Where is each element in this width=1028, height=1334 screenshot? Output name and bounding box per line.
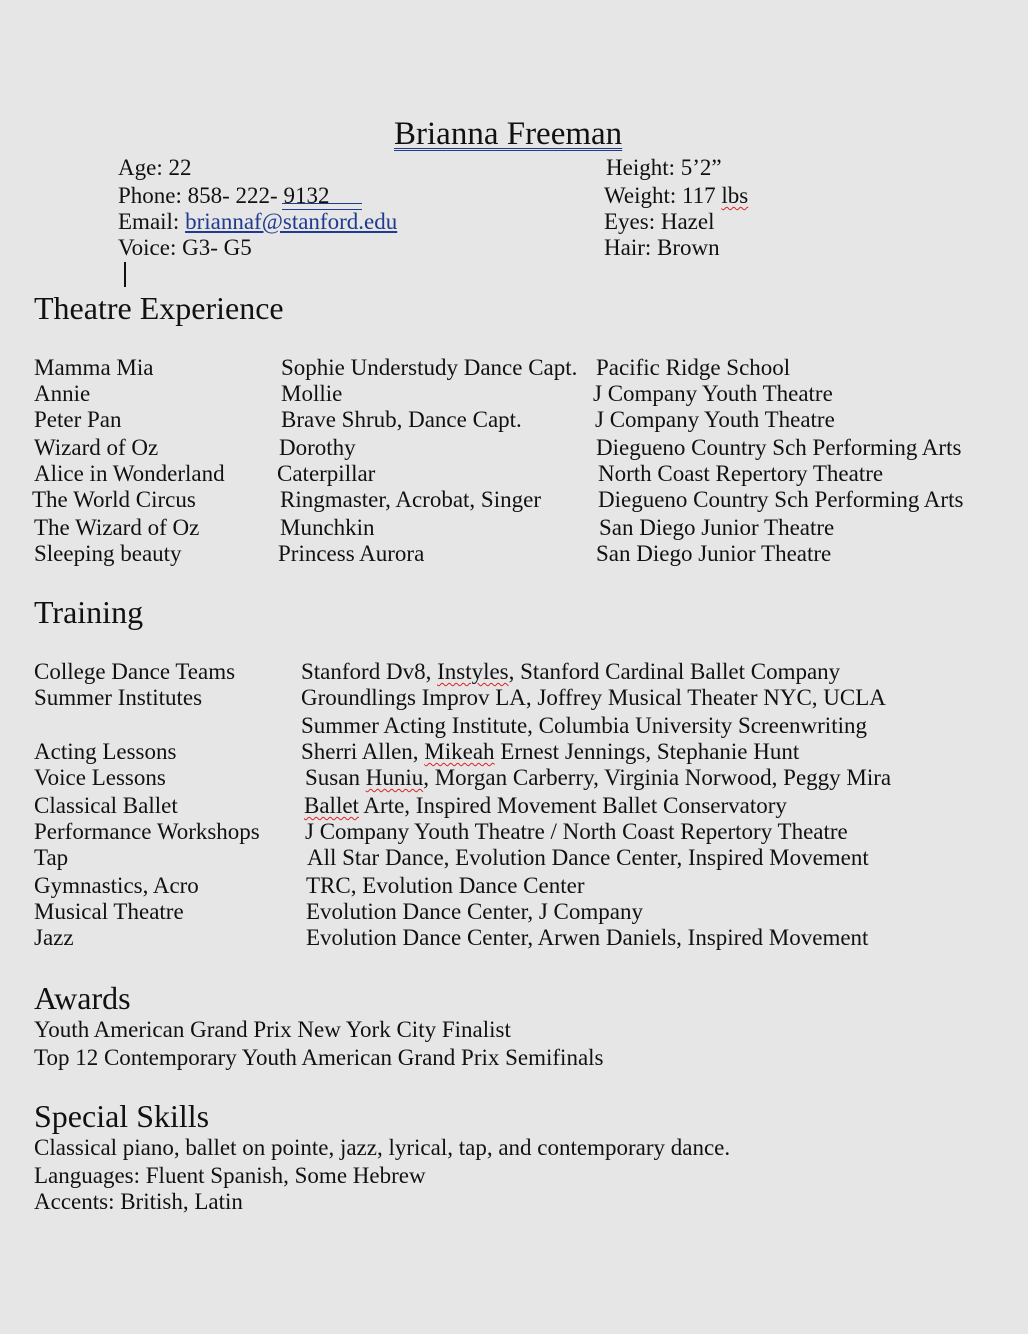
- show: Mamma Mia: [34, 355, 154, 380]
- role: Princess Aurora: [278, 541, 425, 566]
- show: Peter Pan: [34, 407, 122, 432]
- training-value: Evolution Dance Center, J Company: [306, 899, 643, 924]
- text-cursor: [124, 262, 126, 287]
- skills-heading: Special Skills: [34, 1098, 210, 1134]
- role: Brave Shrub, Dance Capt.: [281, 407, 522, 432]
- email-link[interactable]: briannaf@stanford.edu: [185, 209, 398, 234]
- show: The World Circus: [32, 487, 196, 512]
- training-label: Voice Lessons: [34, 765, 166, 790]
- training-value: Groundlings Improv LA, Joffrey Musical Theater NYC, UCLA: [301, 685, 886, 710]
- table-row: [0, 382, 1028, 410]
- hair: Hair: Brown: [604, 235, 720, 260]
- award-item: Top 12 Contemporary Youth American Grand Prix Semifinals: [34, 1045, 604, 1070]
- show: Annie: [34, 381, 91, 406]
- training-label: College Dance Teams: [34, 659, 236, 684]
- venue: San Diego Junior Theatre: [599, 515, 835, 540]
- training-label: Gymnastics, Acro: [34, 873, 199, 898]
- misspelled-word: Instyles: [437, 659, 509, 684]
- misspelled-word: Ballet: [304, 793, 359, 818]
- email: [118, 210, 397, 233]
- weight-unit: lbs: [721, 183, 749, 208]
- misspelled-word: Huniu: [365, 765, 424, 790]
- table-row: [0, 462, 1028, 490]
- weight-prefix: Weight: 117: [604, 183, 722, 208]
- training-value: [304, 794, 787, 817]
- role: Ringmaster, Acrobat, Singer: [280, 487, 541, 512]
- resume-name: Brianna Freeman: [394, 116, 623, 152]
- show: The Wizard of Oz: [34, 515, 200, 540]
- text-segment: , Stanford Cardinal Ballet Company: [508, 659, 841, 684]
- training-value: [301, 660, 840, 683]
- venue: North Coast Repertory Theatre: [598, 461, 884, 486]
- age: Age: 22: [118, 155, 192, 180]
- theatre-heading: Theatre Experience: [34, 290, 284, 326]
- skill-item: Classical piano, ballet on pointe, jazz, lyrical, tap, and contemporary dance.: [34, 1135, 731, 1160]
- text-segment: Arte, Inspired Movement Ballet Conservatory: [358, 793, 787, 818]
- phone-suffix: 9132: [283, 183, 330, 208]
- height: Height: 5’2”: [606, 155, 722, 180]
- weight: [604, 184, 748, 207]
- training-label: Jazz: [34, 925, 74, 950]
- text-segment: Stanford Dv8,: [301, 659, 438, 684]
- training-value: [301, 740, 799, 763]
- table-row: [0, 516, 1028, 544]
- training-label: Summer Institutes: [34, 685, 203, 710]
- award-item: Youth American Grand Prix New York City Finalist: [34, 1017, 511, 1042]
- training-value: TRC, Evolution Dance Center: [306, 873, 585, 898]
- training-label: Tap: [34, 845, 69, 870]
- role: Sophie Understudy Dance Capt.: [281, 355, 578, 380]
- venue: San Diego Junior Theatre: [596, 541, 832, 566]
- training-label: Classical Ballet: [34, 793, 178, 818]
- role: Dorothy: [279, 435, 356, 460]
- training-label: Musical Theatre: [34, 899, 184, 924]
- text-segment: , Morgan Carberry, Virginia Norwood, Peggy Mira: [423, 765, 892, 790]
- training-value: Evolution Dance Center, Arwen Daniels, Inspired Movement: [306, 925, 869, 950]
- text-segment: Ernest Jennings, Stephanie Hunt: [494, 739, 800, 764]
- training-value: [305, 766, 891, 789]
- show: Alice in Wonderland: [34, 461, 225, 486]
- role: Mollie: [281, 381, 343, 406]
- venue: Diegueno Country Sch Performing Arts: [598, 487, 964, 512]
- eyes: Eyes: Hazel: [604, 209, 715, 234]
- training-value: J Company Youth Theatre / North Coast Repertory Theatre: [305, 819, 848, 844]
- table-row: [0, 356, 1028, 384]
- show: Sleeping beauty: [34, 541, 182, 566]
- training-label: Performance Workshops: [34, 819, 260, 844]
- skill-item: Accents: British, Latin: [34, 1189, 243, 1214]
- role: Munchkin: [280, 515, 375, 540]
- show: Wizard of Oz: [34, 435, 159, 460]
- venue: Diegueno Country Sch Performing Arts: [596, 435, 962, 460]
- text-segment: Susan: [305, 765, 366, 790]
- table-row: [0, 436, 1028, 464]
- training-heading: Training: [34, 594, 144, 630]
- awards-heading: Awards: [34, 980, 131, 1016]
- phone-prefix: Phone: 858- 222-: [118, 183, 284, 208]
- venue: J Company Youth Theatre: [595, 407, 835, 432]
- misspelled-word: Mikeah: [424, 739, 495, 764]
- training-value: Summer Acting Institute, Columbia University Screenwriting: [301, 713, 867, 738]
- venue: Pacific Ridge School: [596, 355, 791, 380]
- voice-range: Voice: G3- G5: [118, 235, 252, 260]
- table-row: [0, 542, 1028, 570]
- table-row: [0, 408, 1028, 436]
- role: Caterpillar: [277, 461, 376, 486]
- skill-item: Languages: Fluent Spanish, Some Hebrew: [34, 1163, 426, 1188]
- training-value: All Star Dance, Evolution Dance Center, Inspired Movement: [307, 845, 869, 870]
- venue: J Company Youth Theatre: [593, 381, 833, 406]
- table-row: [0, 488, 1028, 516]
- training-label: Acting Lessons: [34, 739, 177, 764]
- email-label: Email:: [118, 209, 186, 234]
- text-segment: Sherri Allen,: [301, 739, 425, 764]
